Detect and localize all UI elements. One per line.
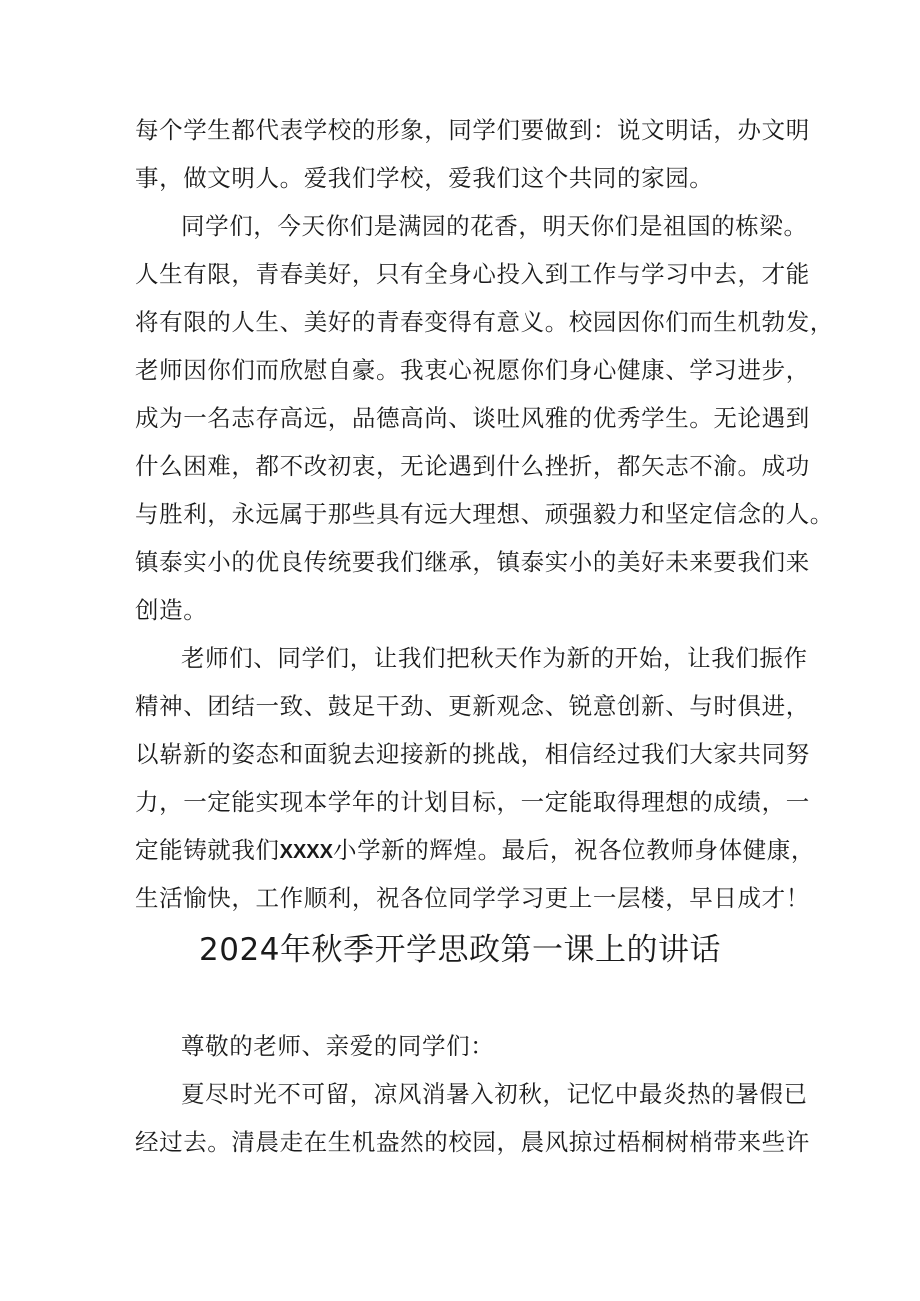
body-text-line: 人生有限，青春美好，只有全身心投入到工作与学习中去，才能 xyxy=(135,260,810,288)
body-text-line: 创造。 xyxy=(135,596,208,624)
text-segment: 小学新的辉煌。最后，祝各位教师身体健康， xyxy=(332,836,815,864)
speech-greeting: 尊敬的老师、亲爱的同学们： xyxy=(181,1032,495,1060)
paragraph-start-line: 同学们，今天你们是满园的花香，明天你们是祖国的栋梁。 xyxy=(181,212,808,240)
school-name-placeholder: XXXX xyxy=(279,841,333,863)
body-text-line: 成为一名志存高远，品德高尚、谈吐风雅的优秀学生。无论遇到 xyxy=(135,404,810,432)
body-text-line: 什么困难，都不改初衷，无论遇到什么挫折，都矢志不渝。成功 xyxy=(135,452,810,480)
body-text-line: 每个学生都代表学校的形象，同学们要做到：说文明话，办文明 xyxy=(135,116,810,144)
body-text-line: 生活愉快，工作顺利，祝各位同学学习更上一层楼，早日成才！ xyxy=(135,884,810,912)
body-text-line: 经过去。清晨走在生机盎然的校园，晨风掠过梧桐树梢带来些许 xyxy=(135,1128,810,1156)
body-text-line: 与胜利，永远属于那些具有远大理想、顽强毅力和坚定信念的人。 xyxy=(135,500,834,528)
paragraph-start-line: 老师们、同学们，让我们把秋天作为新的开始，让我们振作 xyxy=(181,644,808,672)
body-text-line: 事，做文明人。爱我们学校，爱我们这个共同的家园。 xyxy=(135,164,714,192)
body-text-line: 力，一定能实现本学年的计划目标，一定能取得理想的成绩，一 xyxy=(135,788,810,816)
body-text-line: 镇泰实小的优良传统要我们继承，镇泰实小的美好未来要我们来 xyxy=(135,548,810,576)
body-text-line: 以崭新的姿态和面貌去迎接新的挑战，相信经过我们大家共同努 xyxy=(135,740,810,768)
speech-title: 2024年秋季开学思政第一课上的讲话 xyxy=(199,932,721,968)
body-text-line: 将有限的人生、美好的青春变得有意义。校园因你们而生机勃发， xyxy=(135,308,834,336)
body-text-line-with-mark xyxy=(135,835,815,867)
text-segment: 定能铸就我们 xyxy=(135,836,280,864)
body-text-line: 精神、团结一致、鼓足干劲、更新观念、锐意创新、与时俱进， xyxy=(135,692,810,720)
body-text-line: 老师因你们而欣慰自豪。我衷心祝愿你们身心健康、学习进步， xyxy=(135,356,810,384)
paragraph-start-line: 夏尽时光不可留，凉风消暑入初秋，记忆中最炎热的暑假已 xyxy=(181,1080,808,1108)
